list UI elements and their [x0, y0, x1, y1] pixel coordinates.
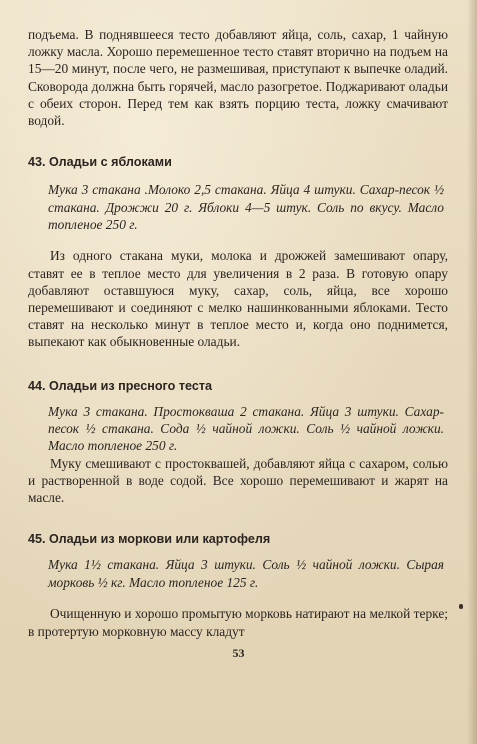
page-number: 53 — [232, 646, 245, 660]
recipe-45-heading: 45. Оладьи из моркови или картофеля — [28, 532, 271, 547]
recipe-43-heading: 43. Оладьи с яблоками — [28, 155, 172, 170]
recipe-44-heading: 44. Оладьи из пресного теста — [28, 378, 213, 393]
recipe-45-method: Очищенную и хорошо промытую морковь натирают на мелкой терке; в протертую морковную массу кладут — [28, 606, 448, 639]
intro-paragraph: подъема. В поднявшееся тесто добавляют яйца, соль, сахар, 1 чайную ложку масла. Хорошо перемешенное тесто ставят вторично на подъем на 15—20 минут, после чего, не размешивая, приступают к выпечке оладий. Сковорода должна быть горячей, масло разогретое. Поджаривают оладьи с обеих сторон. Перед тем как взять порцию теста, ложку смачивают водой. — [28, 27, 448, 129]
recipe-43-method: Из одного стакана муки, молока и дрожжей замешивают опару, ставят ее в теплое место для увеличения в 2 раза. В готовую опару добавляют оставшуюся муку, сахар, соль, яйца, все хорошо перемешивают и соединяют с мелко нашинкованными яблоками. Тесто ставят на несколько минут в теплое место и, когда оно поднимется, выпекают как обыкновенные оладьи. — [28, 248, 448, 350]
ink-speck — [459, 604, 463, 609]
page-content — [28, 26, 448, 640]
page-edge-shadow — [467, 0, 477, 744]
recipe-44-ingredients: Мука 3 стакана. Простокваша 2 стакана. Яйца 3 штуки. Сахар-песок ½ стакана. Сода ½ чайной ложки. Соль ½ чайной ложки. Масло топленое 250 г. — [48, 403, 444, 454]
recipe-44-method: Муку смешивают с простоквашей, добавляют яйца с сахаром, солью и растворенной в воде содой. Все хорошо перемешивают и жарят на масле. — [28, 455, 448, 506]
recipe-45-ingredients: Мука 1½ стакана. Яйца 3 штуки. Соль ½ чайной ложки. Сырая морковь ½ кг. Масло топленое 125 г. — [48, 557, 444, 590]
recipe-43-ingredients: Мука 3 стакана .Молоко 2,5 стакана. Яйца 4 штуки. Сахар-песок ½ стакана. Дрожжи 20 г. Яблоки 4—5 штук. Соль по вкусу. Масло топленое 250 г. — [48, 182, 444, 233]
